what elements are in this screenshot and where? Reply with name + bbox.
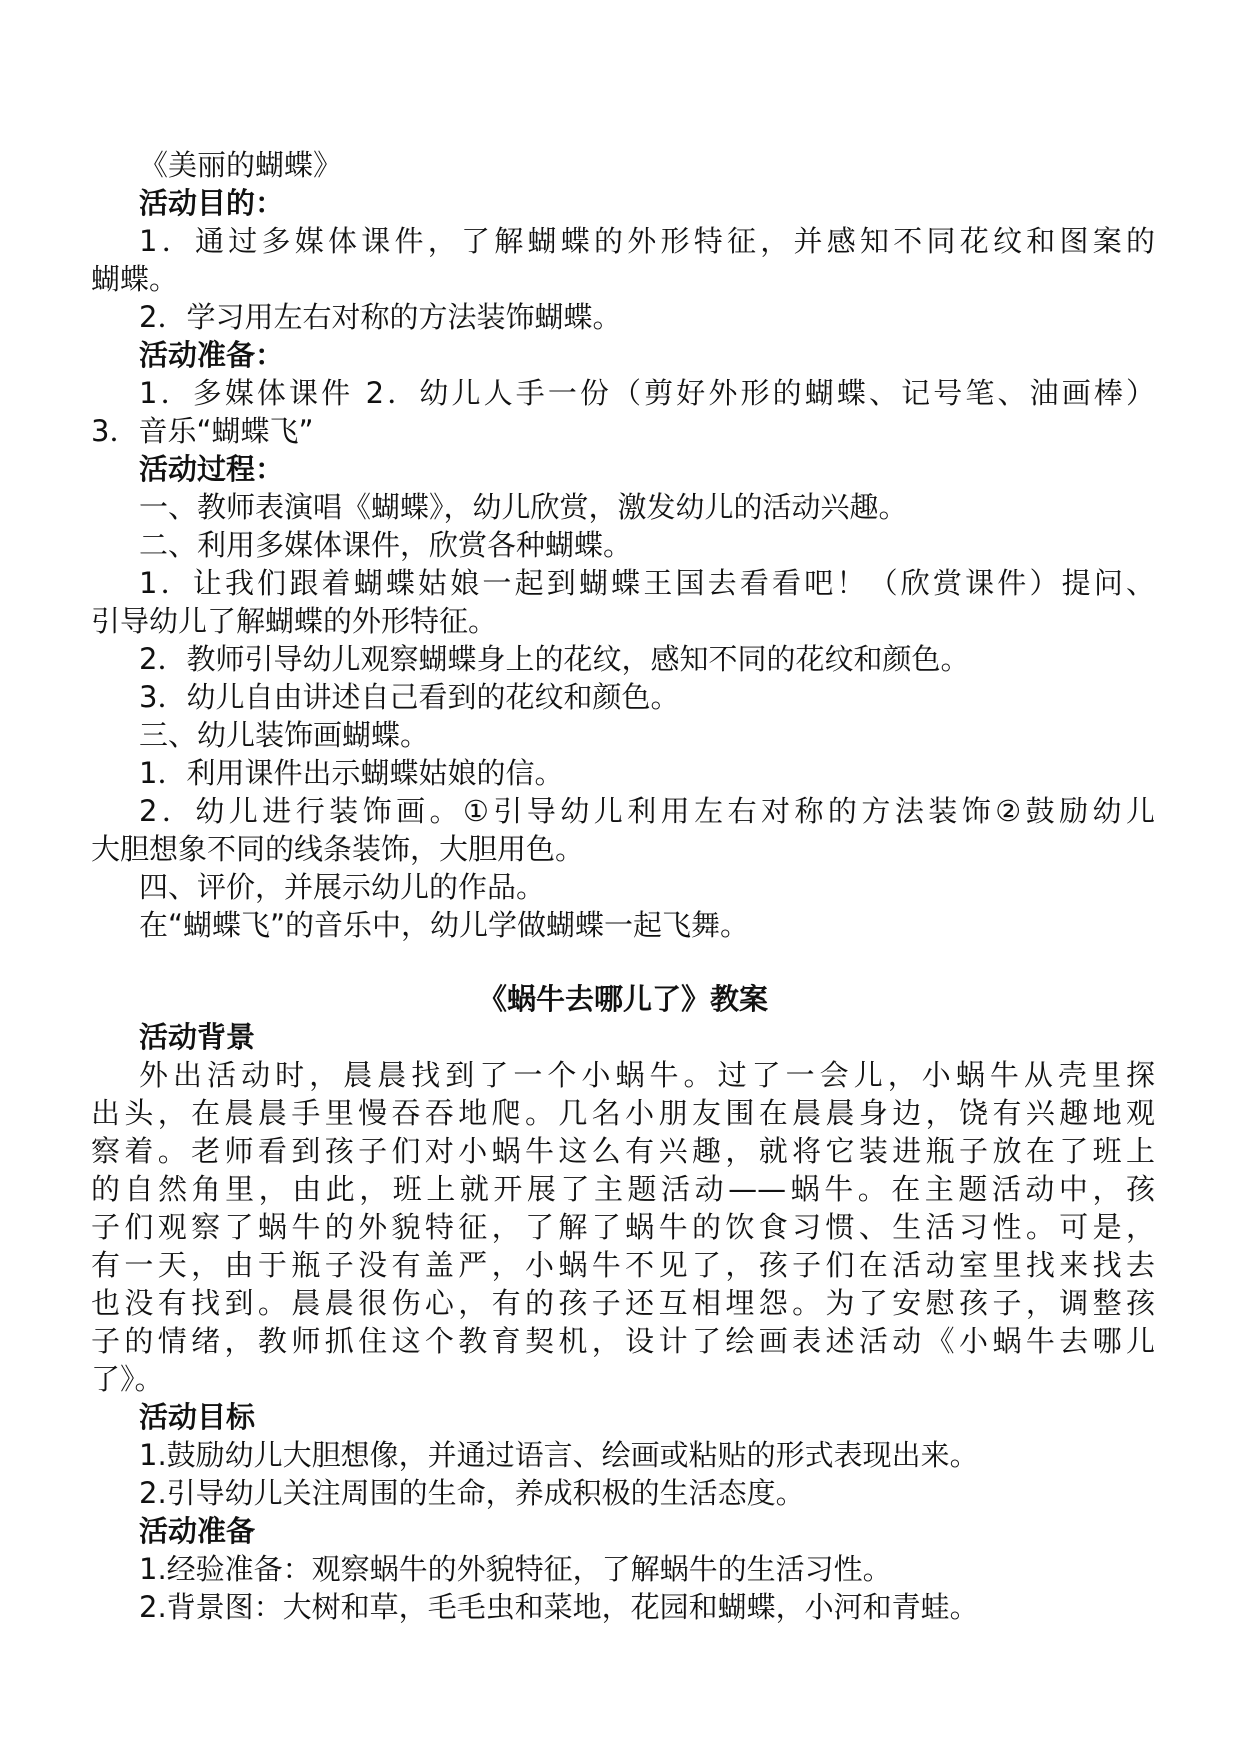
lesson2-prep-heading: 活动准备 [139,1514,256,1548]
lesson1-step-2: 二、利用多媒体课件，欣赏各种蝴蝶。 [139,528,633,562]
lesson1-step-3-line2: 引导幼儿了解蝴蝶的外形特征。 [91,604,498,638]
lesson2-background-heading: 活动背景 [139,1020,256,1054]
lesson1-step-1: 一、教师表演唱《蝴蝶》，幼儿欣赏，激发幼儿的活动兴趣。 [139,490,908,524]
lesson1-step-4: 2．教师引导幼儿观察蝴蝶身上的花纹，感知不同的花纹和颜色。 [139,642,970,676]
lesson1-process-heading: 活动过程： [139,452,285,486]
lesson2-background-line: 出头，在晨晨手里慢吞吞地爬。几名小朋友围在晨晨身边，饶有兴趣地观 [91,1096,1155,1130]
lesson2-background-line: 外出活动时，晨晨找到了一个小蜗牛。过了一会儿，小蜗牛从壳里探 [139,1058,1155,1092]
lesson2-goal-heading: 活动目标 [139,1400,256,1434]
lesson1-step-5: 3．幼儿自由讲述自己看到的花纹和颜色。 [139,680,680,714]
lesson1-goal-1-line2: 蝴蝶。 [91,262,179,296]
lesson2-prep-2: 2.背景图：大树和草，毛毛虫和菜地，花园和蝴蝶，小河和青蛙。 [139,1590,979,1624]
lesson2-background-line: 子们观察了蜗牛的外貌特征，了解了蜗牛的饮食习惯、生活习性。可是， [91,1210,1155,1244]
lesson1-goal-2: 2．学习用左右对称的方法装饰蝴蝶。 [139,300,622,334]
lesson2-prep-1: 1.经验准备：观察蜗牛的外貌特征，了解蜗牛的生活习性。 [139,1552,892,1586]
lesson2-goal-1: 1.鼓励幼儿大胆想像，并通过语言、绘画或粘贴的形式表现出来。 [139,1438,979,1472]
lesson2-background-line: 有一天，由于瓶子没有盖严，小蜗牛不见了，孩子们在活动室里找来找去 [91,1248,1155,1282]
lesson2-title: 《蜗牛去哪儿了》教案 [477,982,768,1016]
lesson1-prep-line2: 3．音乐“蝴蝶飞” [91,414,314,448]
lesson2-background-line: 了》。 [91,1362,164,1396]
lesson1-goal-1-line1: 1．通过多媒体课件，了解蝴蝶的外形特征，并感知不同花纹和图案的 [139,224,1155,258]
lesson1-prep-line1: 1．多媒体课件 2．幼儿人手一份（剪好外形的蝴蝶、记号笔、油画棒） [139,376,1155,410]
lesson1-goal-heading: 活动目的： [139,186,285,220]
lesson1-step-6: 三、幼儿装饰画蝴蝶。 [139,718,430,752]
lesson2-background-line: 的自然角里，由此，班上就开展了主题活动——蜗牛。在主题活动中，孩 [91,1172,1155,1206]
lesson1-step-9: 四、评价，并展示幼儿的作品。 [139,870,546,904]
lesson2-background-line: 也没有找到。晨晨很伤心，有的孩子还互相埋怨。为了安慰孩子，调整孩 [91,1286,1155,1320]
lesson1-step-10: 在“蝴蝶飞”的音乐中，幼儿学做蝴蝶一起飞舞。 [139,908,750,942]
lesson1-prep-heading: 活动准备： [139,338,285,372]
document-page [91,146,1155,1626]
lesson2-background-line: 子的情绪，教师抓住这个教育契机，设计了绘画表述活动《小蜗牛去哪儿 [91,1324,1155,1358]
lesson1-step-8-line1: 2．幼儿进行装饰画。①引导幼儿利用左右对称的方法装饰②鼓励幼儿 [139,794,1155,828]
lesson2-background-line: 察着。老师看到孩子们对小蜗牛这么有兴趣，就将它装进瓶子放在了班上 [91,1134,1155,1168]
lesson2-goal-2: 2.引导幼儿关注周围的生命，养成积极的生活态度。 [139,1476,805,1510]
lesson1-step-3-line1: 1．让我们跟着蝴蝶姑娘一起到蝴蝶王国去看看吧！（欣赏课件）提问、 [139,566,1155,600]
lesson1-title: 《美丽的蝴蝶》 [139,148,343,182]
lesson1-step-8-line2: 大胆想象不同的线条装饰，大胆用色。 [91,832,585,866]
section-gap [91,944,1155,980]
lesson1-step-7: 1．利用课件出示蝴蝶姑娘的信。 [139,756,564,790]
